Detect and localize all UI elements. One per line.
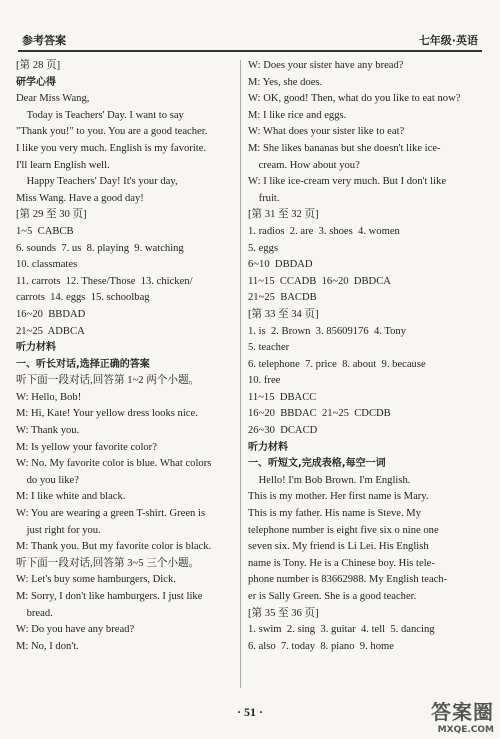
text-line: 1. swim 2. sing 3. guitar 4. tell 5. dancing xyxy=(248,624,435,636)
text-line: This is my mother. Her first name is Mary. xyxy=(248,491,429,503)
text-line: 10. classmates xyxy=(16,259,78,271)
text-line: 听力材料 xyxy=(248,441,288,453)
text-line: "Thank you!" to you. You are a good teacher. xyxy=(16,126,208,138)
watermark-text: 答案圈 xyxy=(431,700,494,724)
text-line: Happy Teachers' Day! It's your day, xyxy=(16,176,178,188)
text-line: 6. telephone 7. price 8. about 9. because xyxy=(248,358,426,370)
text-line: fruit. xyxy=(248,192,280,204)
text-line: W: I like ice-cream very much. But I don't like xyxy=(248,176,447,188)
text-line: M: Hi, Kate! Your yellow dress looks nice. xyxy=(16,408,198,420)
text-line: Hello! I'm Bob Brown. I'm English. xyxy=(248,474,411,486)
text-line: M: Thank you. But my favorite color is black. xyxy=(16,541,212,553)
text-line: W: Hello, Bob! xyxy=(16,391,82,403)
watermark-logo xyxy=(431,696,494,735)
text-line: W: OK, good! Then, what do you like to eat now? xyxy=(248,93,461,105)
text-line: W: What does your sister like to eat? xyxy=(248,126,405,138)
text-line: [第 35 至 36 页] xyxy=(248,607,319,619)
text-line: W: No. My favorite color is blue. What colors xyxy=(16,458,212,470)
text-line: telephone number is eight five six o nine one xyxy=(248,524,439,536)
text-line: W: You are wearing a green T-shirt. Green is xyxy=(16,508,206,520)
text-line: 16~20 BBDAD xyxy=(16,308,86,320)
text-line: phone number is 83662988. My English teach- xyxy=(248,574,448,586)
text-line: M: No, I don't. xyxy=(16,640,79,652)
text-line: just right for you. xyxy=(16,524,101,536)
text-line: Miss Wang. Have a good day! xyxy=(16,192,144,204)
text-line: 6~10 DBDAD xyxy=(248,259,313,271)
text-line: [第 29 至 30 页] xyxy=(16,209,87,221)
header-left-title: 参考答案 xyxy=(22,34,66,47)
text-line: 16~20 BBDAC 21~25 CDCDB xyxy=(248,408,391,420)
text-line: 21~25 BACDB xyxy=(248,292,317,304)
watermark-url: MXQE.COM xyxy=(437,725,494,735)
text-line: W: Do you have any bread? xyxy=(16,624,135,636)
text-line: Today is Teachers' Day. I want to say xyxy=(16,109,184,121)
text-line: seven six. My friend is Li Lei. His English xyxy=(248,541,429,553)
text-line: 听下面一段对话,回答第 1~2 两个小题。 xyxy=(16,375,200,387)
text-line: W: Does your sister have any bread? xyxy=(248,60,404,71)
text-line: I'll learn English well. xyxy=(16,159,110,171)
page-header xyxy=(18,10,482,52)
text-line: 研学心得 xyxy=(16,76,56,88)
text-line: 21~25 ADBCA xyxy=(16,325,85,337)
text-line: M: Sorry, I don't like hamburgers. I just like xyxy=(16,591,203,602)
text-line: name is Tony. He is a Chinese boy. His tele- xyxy=(248,557,435,569)
text-line: W: Let's buy some hamburgers, Dick. xyxy=(16,574,176,586)
text-line: 6. sounds 7. us 8. playing 9. watching xyxy=(16,242,184,254)
header-right-title: 七年级·英语 xyxy=(418,34,478,47)
text-line: 5. teacher xyxy=(248,342,290,354)
text-line: 一、听短文,完成表格,每空一词 xyxy=(248,458,386,470)
text-line: 11~15 DBACC xyxy=(248,391,317,403)
text-line: 听下面一段对话,回答第 3~5 三个小题。 xyxy=(16,557,200,569)
text-line: M: Yes, she does. xyxy=(248,76,323,88)
text-line: 听力材料 xyxy=(16,342,56,354)
text-line: M: I like white and black. xyxy=(16,491,126,503)
column-divider xyxy=(240,60,241,688)
text-line: 1. radios 2. are 3. shoes 4. women xyxy=(248,225,400,237)
text-line: 26~30 DCACD xyxy=(248,425,318,437)
text-line: er is Sally Green. She is a good teacher. xyxy=(248,591,417,602)
text-line: cream. How about you? xyxy=(248,159,360,171)
text-line: [第 33 至 34 页] xyxy=(248,308,319,320)
text-line: 1~5 CABCB xyxy=(16,225,74,237)
text-line: M: I like rice and eggs. xyxy=(248,109,347,121)
text-line: 11. carrots 12. These/Those 13. chicken/ xyxy=(16,275,193,287)
text-line: [第 31 至 32 页] xyxy=(248,209,319,221)
text-line: M: Is yellow your favorite color? xyxy=(16,441,157,453)
text-line: carrots 14. eggs 15. schoolbag xyxy=(16,292,150,304)
text-line: 1. is 2. Brown 3. 85609176 4. Tony xyxy=(248,325,406,337)
text-line: 10. free xyxy=(248,375,281,387)
text-line: 5. eggs xyxy=(248,242,279,254)
text-line: 11~15 CCADB 16~20 DBDCA xyxy=(248,275,391,287)
text-line: This is my father. His name is Steve. My xyxy=(248,508,422,520)
text-line: 一、听长对话,选择正确的答案 xyxy=(16,358,150,370)
page-number: · 51 · xyxy=(236,705,263,719)
left-column xyxy=(16,58,236,655)
text-line: I like you very much. English is my favorite. xyxy=(16,142,207,154)
text-line: do you like? xyxy=(16,474,79,486)
text-line: bread. xyxy=(16,607,53,619)
text-line: W: Thank you. xyxy=(16,425,80,437)
text-line: 6. also 7. today 8. piano 9. home xyxy=(248,640,394,652)
text-line: Dear Miss Wang, xyxy=(16,93,90,105)
text-line: [第 28 页] xyxy=(16,60,61,71)
text-line: M: She likes bananas but she doesn't like ice- xyxy=(248,142,441,154)
right-column xyxy=(248,58,480,655)
